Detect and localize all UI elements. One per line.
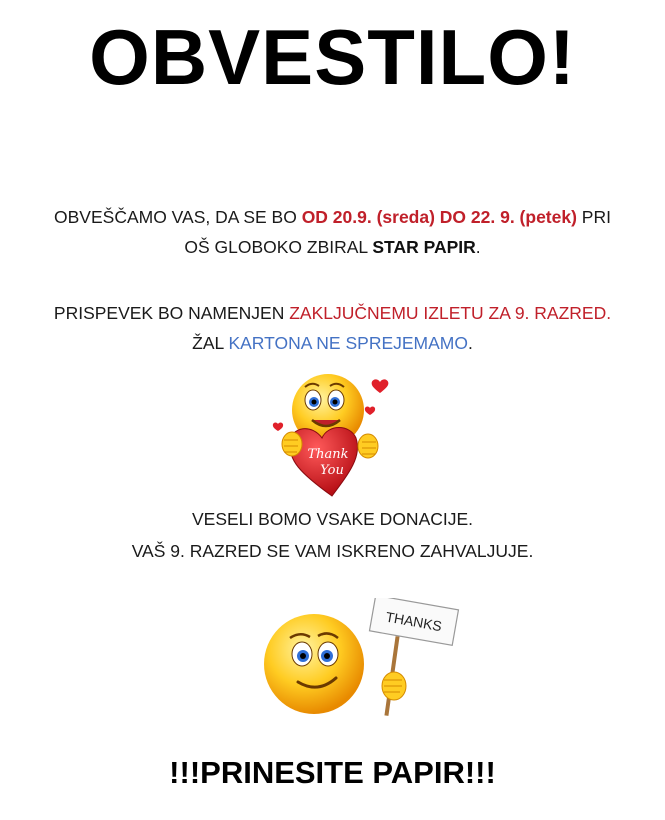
notice-title: OBVESTILO!: [89, 13, 576, 101]
sign-text: THANKS: [384, 608, 444, 635]
thanks-sign-emoji-icon: [262, 598, 462, 728]
purpose-paragraph: [40, 298, 625, 358]
donations-line: VESELI BOMO VSAKE DONACIJE.: [191, 509, 474, 529]
collection-dates-paragraph: [40, 202, 625, 262]
heart-text-you: You: [320, 463, 344, 478]
bring-paper-footer: !!!PRINESITE PAPIR!!!: [169, 755, 496, 790]
collected-item: STAR PAPIR: [372, 237, 476, 257]
collection-dates: OD 20.9. (sreda) DO 22. 9. (petek): [301, 207, 577, 227]
p1-end: .: [475, 237, 481, 257]
cardboard-notice: KARTONA NE SPREJEMAMO: [228, 333, 468, 353]
thanks-paragraph: [40, 503, 625, 567]
p1-location: PRI OŠ GLOBOKO ZBIRAL: [184, 207, 611, 257]
p2-middle: ŽAL: [192, 333, 229, 353]
purpose-text: ZAKLJUČNEMU IZLETU ZA 9. RAZRED.: [289, 303, 612, 323]
heart-text-thank: Thank: [307, 447, 349, 462]
p2-intro: PRISPEVEK BO NAMENJEN: [53, 303, 290, 323]
p1-intro: OBVEŠČAMO VAS, DA SE BO: [54, 207, 302, 227]
thank-you-heart-emoji-icon: [270, 368, 400, 498]
gratitude-line: VAŠ 9. RAZRED SE VAM ISKRENO ZAHVALJUJE.: [131, 541, 534, 561]
p2-end: .: [468, 333, 473, 353]
